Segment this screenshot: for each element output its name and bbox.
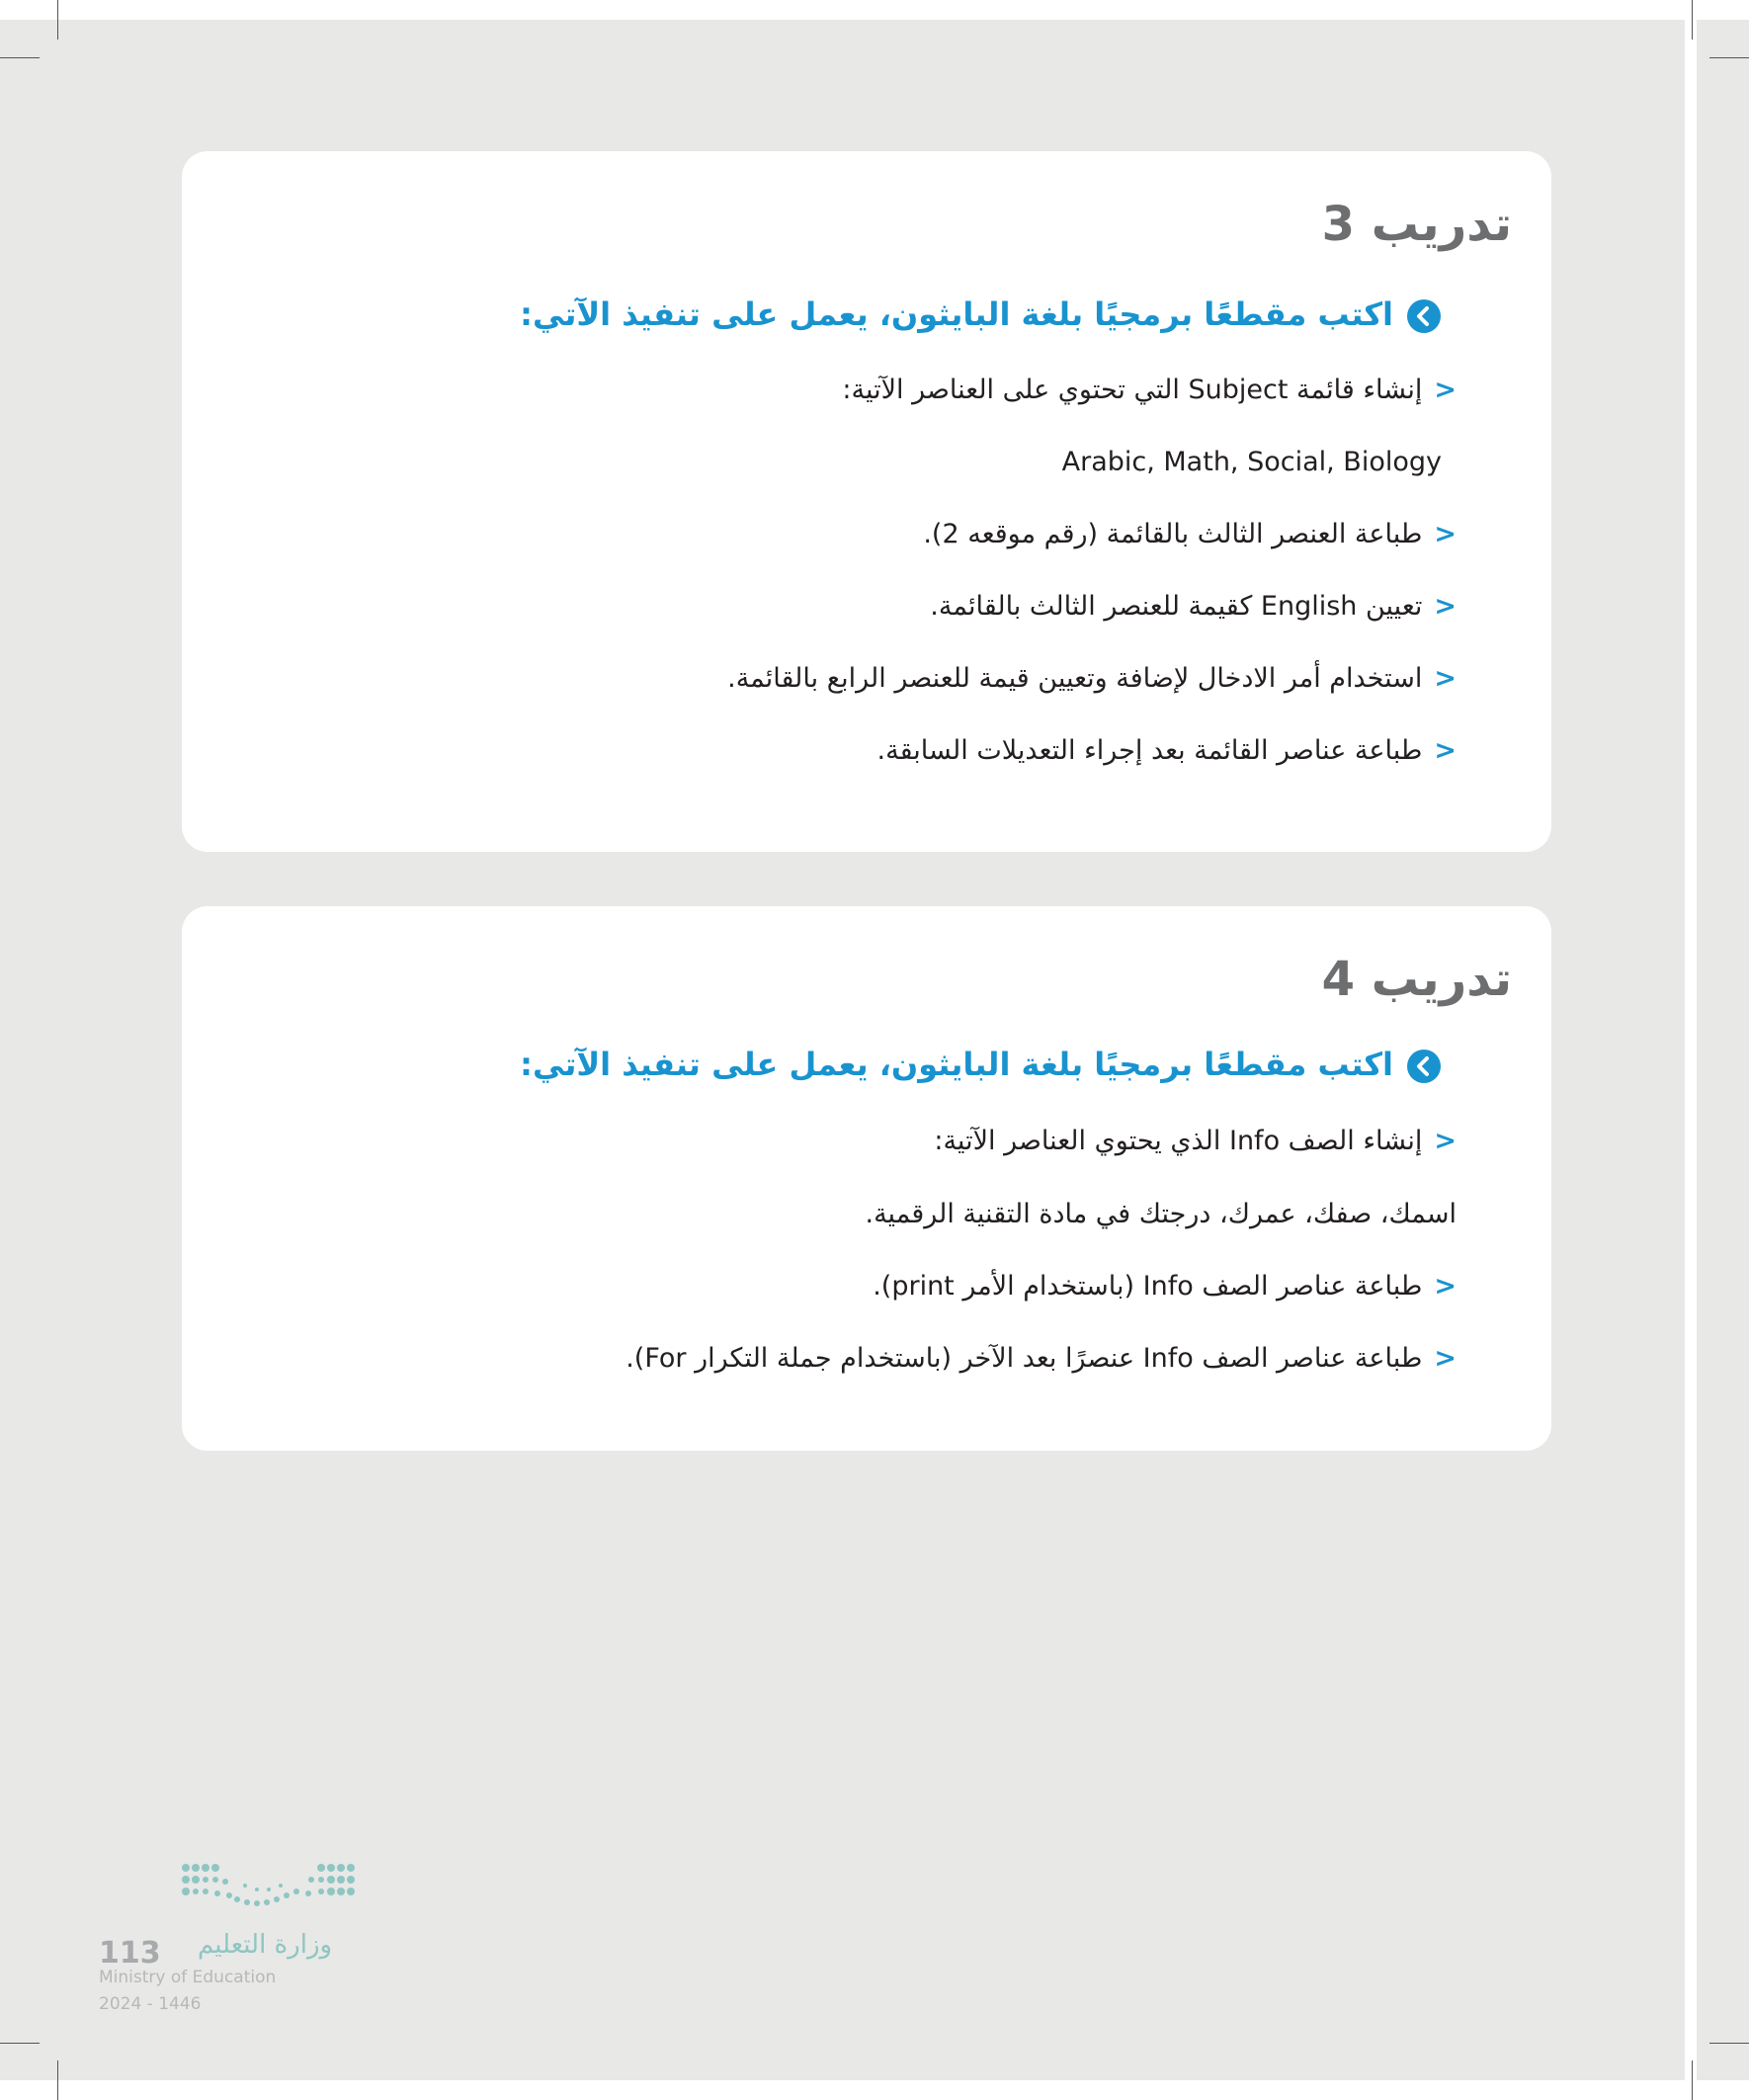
chevron-left-circle-icon <box>1407 1050 1441 1083</box>
page-edge-strip <box>1697 20 1749 2080</box>
exercise-4-title: تدريب 4 <box>1321 952 1512 1007</box>
bullet-chevron-icon: < <box>1434 1271 1457 1302</box>
bullet-chevron-icon: < <box>1434 735 1457 766</box>
exercise-3-item-text: استخدام أمر الادخال لإضافة وتعيين قيمة للعنصر الرابع بالقائمة. <box>727 663 1423 694</box>
exercise-4-instruction: اكتب مقطعًا برمجيًا بلغة البايثون، يعمل على تنفيذ الآتي: <box>520 1046 1393 1083</box>
crop-mark <box>57 0 58 40</box>
exercise-3-item <box>727 665 1457 692</box>
info-fields-text: اسمك، صفك، عمرك، درجتك في مادة التقنية الرقمية. <box>865 1199 1457 1229</box>
exercise-3-item-text: طباعة العنصر الثالث بالقائمة (رقم موقعه 2). <box>923 519 1423 549</box>
crop-mark <box>0 2043 40 2044</box>
exercise-4-item <box>934 1128 1457 1154</box>
exercise-4-item-text: طباعة عناصر الصف Info (باستخدام الأمر print). <box>873 1271 1423 1302</box>
exercise-4-item <box>873 1273 1457 1300</box>
exercise-3-instruction: اكتب مقطعًا برمجيًا بلغة البايثون، يعمل على تنفيذ الآتي: <box>520 295 1393 333</box>
exercise-3-item-text: تعيين English كقيمة للعنصر الثالث بالقائمة. <box>930 591 1423 622</box>
bullet-chevron-icon: < <box>1434 1343 1457 1374</box>
crop-mark <box>1709 57 1749 58</box>
exercise-4-item-text: إنشاء الصف Info الذي يحتوي العناصر الآتية: <box>934 1126 1423 1156</box>
exercise-3-card <box>182 151 1551 852</box>
subject-list-values: Arabic, Math, Social, Biology <box>1061 447 1442 477</box>
exercise-3-item <box>842 377 1457 403</box>
crop-mark <box>1692 0 1693 40</box>
crop-mark <box>0 57 40 58</box>
crop-mark <box>1709 2043 1749 2044</box>
exercise-3-item-text: طباعة عناصر القائمة بعد إجراء التعديلات السابقة. <box>876 735 1423 766</box>
exercise-4-card <box>182 906 1551 1451</box>
ministry-name-english: Ministry of Education <box>99 1968 277 1987</box>
bullet-chevron-icon: < <box>1434 663 1457 694</box>
exercise-4-item <box>625 1345 1457 1372</box>
bullet-chevron-icon: < <box>1434 1126 1457 1156</box>
edition-year: 2024 - 1446 <box>99 1994 202 2014</box>
ministry-name-arabic: وزارة التعليم <box>198 1930 333 1960</box>
exercise-3-title: تدريب 3 <box>1321 197 1512 252</box>
page-number: 113 <box>99 1936 161 1971</box>
chevron-left-circle-icon <box>1407 299 1441 333</box>
exercise-4-item-text: طباعة عناصر الصف Info عنصرًا بعد الآخر (باستخدام جملة التكرار For). <box>625 1343 1423 1374</box>
bullet-chevron-icon: < <box>1434 375 1457 405</box>
exercise-3-item <box>877 737 1457 764</box>
bullet-chevron-icon: < <box>1434 519 1457 549</box>
exercise-3-item-text: إنشاء قائمة Subject التي تحتوي على العناصر الآتية: <box>842 375 1423 405</box>
exercise-3-item <box>923 521 1457 547</box>
exercise-3-item <box>930 593 1457 620</box>
crop-mark <box>1692 2060 1693 2100</box>
crop-mark <box>57 2060 58 2100</box>
bullet-chevron-icon: < <box>1434 591 1457 622</box>
